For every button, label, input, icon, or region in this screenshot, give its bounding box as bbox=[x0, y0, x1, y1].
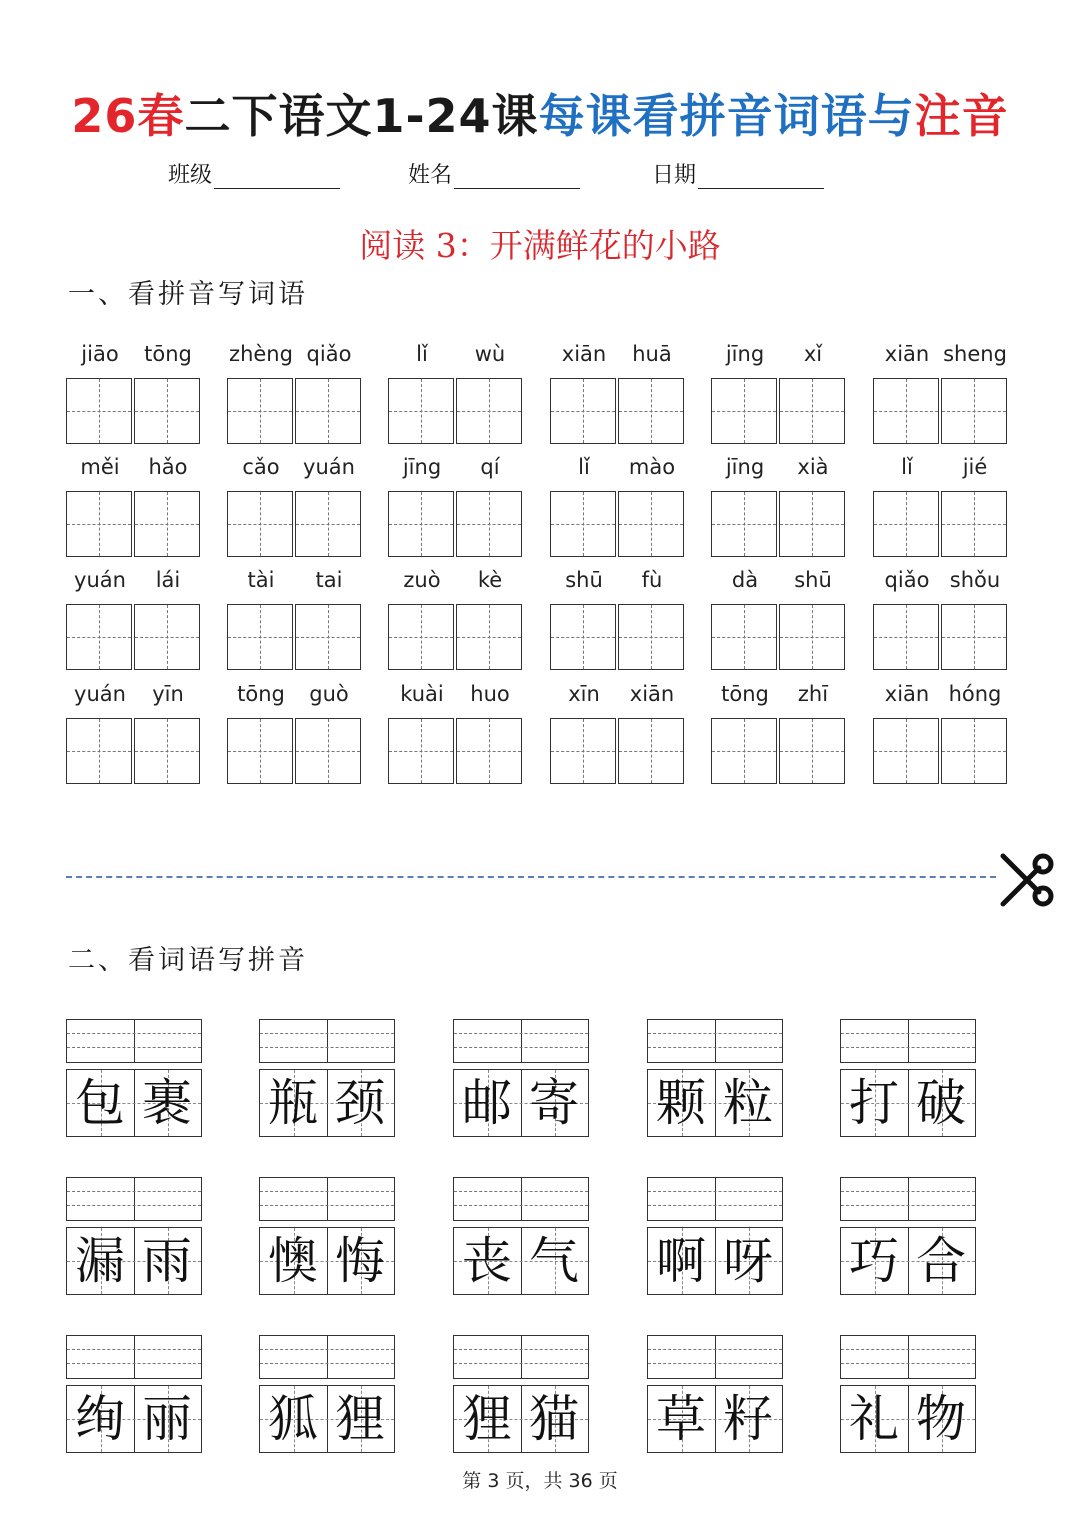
pinyin-syllable: dà bbox=[731, 568, 759, 592]
character-writing-box[interactable] bbox=[618, 718, 684, 784]
pinyin-writing-lines[interactable] bbox=[259, 1177, 395, 1221]
vocabulary-character: 粒 bbox=[723, 1074, 773, 1132]
vocabulary-character: 颗 bbox=[656, 1074, 706, 1132]
character-writing-box[interactable] bbox=[873, 378, 939, 444]
character-writing-box[interactable] bbox=[550, 378, 616, 444]
character-writing-box[interactable] bbox=[388, 604, 454, 670]
pinyin-syllable: kè bbox=[477, 568, 503, 592]
pinyin-syllable: lǐ bbox=[578, 455, 590, 479]
word-card bbox=[647, 1335, 783, 1453]
vocabulary-character: 包 bbox=[75, 1074, 125, 1132]
date-field[interactable] bbox=[652, 158, 824, 189]
vocabulary-character: 啊 bbox=[656, 1232, 706, 1290]
pinyin-word-item bbox=[711, 342, 847, 452]
pinyin-writing-lines[interactable] bbox=[647, 1335, 783, 1379]
pinyin-syllable: huā bbox=[632, 342, 672, 366]
pinyin-syllable: lái bbox=[155, 568, 181, 592]
pinyin-syllable: shū bbox=[794, 568, 832, 592]
pinyin-word-item bbox=[227, 568, 363, 678]
section1-heading: 一、看拼音写词语 bbox=[68, 279, 308, 310]
pinyin-syllable: yuán bbox=[303, 455, 355, 479]
pinyin-writing-lines[interactable] bbox=[453, 1177, 589, 1221]
class-label: 班级 bbox=[168, 163, 213, 188]
pinyin-syllable: tōng bbox=[721, 682, 769, 706]
pinyin-syllable: jiāo bbox=[81, 342, 119, 366]
word-card bbox=[453, 1335, 589, 1453]
character-writing-box[interactable] bbox=[941, 718, 1007, 784]
vocabulary-character: 打 bbox=[849, 1074, 899, 1132]
pinyin-syllable: zuò bbox=[403, 568, 441, 592]
pinyin-writing-lines[interactable] bbox=[66, 1335, 202, 1379]
word-card bbox=[259, 1335, 395, 1453]
vocabulary-character: 合 bbox=[916, 1232, 966, 1290]
pinyin-word-item bbox=[66, 455, 202, 565]
pinyin-syllable: mào bbox=[628, 455, 676, 479]
scissors-icon bbox=[993, 848, 1057, 912]
character-writing-box[interactable] bbox=[134, 491, 200, 557]
character-writing-box[interactable] bbox=[873, 604, 939, 670]
character-writing-box[interactable] bbox=[66, 491, 132, 557]
character-writing-box[interactable] bbox=[295, 718, 361, 784]
word-card bbox=[66, 1019, 202, 1137]
pinyin-word-item bbox=[227, 342, 363, 452]
vocabulary-character: 瓶 bbox=[268, 1074, 318, 1132]
pinyin-word-item bbox=[66, 568, 202, 678]
character-writing-box[interactable] bbox=[550, 604, 616, 670]
character-writing-box[interactable] bbox=[66, 604, 132, 670]
pinyin-word-item bbox=[388, 682, 524, 792]
character-display-boxes bbox=[66, 1069, 202, 1137]
vocabulary-character: 裹 bbox=[142, 1074, 192, 1132]
pinyin-syllable: jié bbox=[962, 455, 988, 479]
character-writing-box[interactable] bbox=[941, 604, 1007, 670]
pinyin-word-item bbox=[873, 682, 1009, 792]
vocabulary-character: 悔 bbox=[335, 1232, 385, 1290]
pinyin-syllable: qiǎo bbox=[306, 342, 352, 366]
pinyin-word-item bbox=[227, 682, 363, 792]
character-writing-box[interactable] bbox=[618, 378, 684, 444]
character-writing-box[interactable] bbox=[295, 378, 361, 444]
pinyin-syllable: lǐ bbox=[901, 455, 913, 479]
pinyin-syllable: xīn bbox=[568, 682, 600, 706]
character-writing-box[interactable] bbox=[779, 491, 845, 557]
pinyin-syllable: fù bbox=[641, 568, 663, 592]
vocabulary-character: 籽 bbox=[723, 1390, 773, 1448]
pinyin-syllable: wù bbox=[474, 342, 506, 366]
vocabulary-character: 破 bbox=[916, 1074, 966, 1132]
character-writing-box[interactable] bbox=[711, 718, 777, 784]
character-display-boxes bbox=[647, 1385, 783, 1453]
pinyin-syllable: yīn bbox=[152, 682, 184, 706]
pinyin-syllable: xiān bbox=[561, 342, 607, 366]
character-writing-box[interactable] bbox=[550, 718, 616, 784]
character-writing-box[interactable] bbox=[779, 718, 845, 784]
pinyin-word-item bbox=[388, 455, 524, 565]
name-blank[interactable] bbox=[454, 166, 580, 189]
pinyin-syllable: tōng bbox=[237, 682, 285, 706]
pinyin-syllable: yuán bbox=[74, 682, 126, 706]
pinyin-syllable: xiān bbox=[629, 682, 675, 706]
character-writing-box[interactable] bbox=[941, 378, 1007, 444]
word-card bbox=[647, 1019, 783, 1137]
pinyin-writing-lines[interactable] bbox=[259, 1019, 395, 1063]
title-part-course: 二下语文1-24课 bbox=[184, 89, 539, 143]
pinyin-syllable: lǐ bbox=[416, 342, 428, 366]
vocabulary-character: 绚 bbox=[75, 1390, 125, 1448]
character-display-boxes bbox=[66, 1385, 202, 1453]
page-footer: 第 3 页，共 36 页 bbox=[462, 1470, 618, 1492]
pinyin-word-item bbox=[66, 342, 202, 452]
pinyin-syllable: měi bbox=[80, 455, 120, 479]
character-writing-box[interactable] bbox=[227, 491, 293, 557]
vocabulary-character: 丧 bbox=[462, 1232, 512, 1290]
pinyin-word-item bbox=[66, 682, 202, 792]
vocabulary-character: 草 bbox=[656, 1390, 706, 1448]
character-writing-box[interactable] bbox=[227, 718, 293, 784]
date-label: 日期 bbox=[652, 163, 697, 188]
pinyin-syllable: qiǎo bbox=[884, 568, 930, 592]
pinyin-syllable: shū bbox=[565, 568, 603, 592]
pinyin-word-item bbox=[873, 455, 1009, 565]
pinyin-syllable: xià bbox=[797, 455, 829, 479]
character-writing-box[interactable] bbox=[618, 604, 684, 670]
character-writing-box[interactable] bbox=[456, 718, 522, 784]
cut-line bbox=[66, 876, 996, 878]
class-field[interactable] bbox=[168, 158, 340, 189]
character-display-boxes bbox=[453, 1385, 589, 1453]
pinyin-writing-lines[interactable] bbox=[647, 1019, 783, 1063]
pinyin-writing-lines[interactable] bbox=[66, 1019, 202, 1063]
pinyin-syllable: yuán bbox=[74, 568, 126, 592]
vocabulary-character: 丽 bbox=[142, 1390, 192, 1448]
character-writing-box[interactable] bbox=[227, 604, 293, 670]
character-writing-box[interactable] bbox=[456, 604, 522, 670]
title-part-exercise: 每课看拼音词语与 bbox=[538, 89, 915, 143]
character-writing-box[interactable] bbox=[456, 378, 522, 444]
pinyin-syllable: hǎo bbox=[148, 455, 188, 479]
word-card bbox=[840, 1019, 976, 1137]
pinyin-syllable: tai bbox=[315, 568, 343, 592]
pinyin-syllable: zhèng bbox=[229, 342, 293, 366]
pinyin-syllable: qí bbox=[480, 455, 500, 479]
pinyin-syllable: tōng bbox=[144, 342, 192, 366]
character-display-boxes bbox=[259, 1069, 395, 1137]
vocabulary-character: 颈 bbox=[335, 1074, 385, 1132]
pinyin-writing-lines[interactable] bbox=[453, 1019, 589, 1063]
vocabulary-character: 巧 bbox=[849, 1232, 899, 1290]
vocabulary-character: 呀 bbox=[723, 1232, 773, 1290]
pinyin-word-item bbox=[550, 682, 686, 792]
pinyin-syllable: cǎo bbox=[242, 455, 280, 479]
pinyin-word-item bbox=[711, 455, 847, 565]
character-writing-box[interactable] bbox=[711, 604, 777, 670]
pinyin-word-item bbox=[550, 455, 686, 565]
character-writing-box[interactable] bbox=[941, 491, 1007, 557]
vocabulary-character: 狐 bbox=[268, 1390, 318, 1448]
character-writing-box[interactable] bbox=[66, 378, 132, 444]
page-title bbox=[0, 80, 1080, 146]
pinyin-writing-lines[interactable] bbox=[453, 1335, 589, 1379]
vocabulary-character: 漏 bbox=[75, 1232, 125, 1290]
character-display-boxes bbox=[840, 1227, 976, 1295]
character-writing-box[interactable] bbox=[618, 491, 684, 557]
pinyin-syllable: shǒu bbox=[949, 568, 1001, 592]
character-writing-box[interactable] bbox=[134, 718, 200, 784]
pinyin-word-item bbox=[550, 568, 686, 678]
pinyin-syllable: jīng bbox=[725, 342, 765, 366]
character-writing-box[interactable] bbox=[456, 491, 522, 557]
character-writing-box[interactable] bbox=[388, 378, 454, 444]
character-display-boxes bbox=[453, 1069, 589, 1137]
pinyin-word-item bbox=[711, 682, 847, 792]
word-card bbox=[66, 1335, 202, 1453]
character-writing-box[interactable] bbox=[388, 491, 454, 557]
pinyin-syllable: xiān bbox=[884, 682, 930, 706]
word-card bbox=[259, 1177, 395, 1295]
vocabulary-character: 寄 bbox=[529, 1074, 579, 1132]
character-writing-box[interactable] bbox=[873, 491, 939, 557]
character-writing-box[interactable] bbox=[873, 718, 939, 784]
pinyin-syllable: tài bbox=[247, 568, 275, 592]
character-writing-box[interactable] bbox=[295, 491, 361, 557]
character-writing-box[interactable] bbox=[134, 378, 200, 444]
pinyin-syllable: xiān bbox=[884, 342, 930, 366]
pinyin-syllable: zhī bbox=[797, 682, 829, 706]
word-card bbox=[259, 1019, 395, 1137]
pinyin-syllable: xǐ bbox=[803, 342, 823, 366]
character-writing-box[interactable] bbox=[227, 378, 293, 444]
pinyin-writing-lines[interactable] bbox=[840, 1335, 976, 1379]
word-card bbox=[840, 1335, 976, 1453]
vocabulary-character: 邮 bbox=[462, 1074, 512, 1132]
vocabulary-character: 懊 bbox=[268, 1232, 318, 1290]
character-display-boxes bbox=[840, 1069, 976, 1137]
pinyin-syllable: kuài bbox=[400, 682, 444, 706]
character-display-boxes bbox=[647, 1227, 783, 1295]
character-display-boxes bbox=[840, 1385, 976, 1453]
word-card bbox=[453, 1177, 589, 1295]
pinyin-syllable: sheng bbox=[943, 342, 1007, 366]
date-blank[interactable] bbox=[698, 166, 824, 189]
word-card bbox=[453, 1019, 589, 1137]
pinyin-word-item bbox=[873, 342, 1009, 452]
pinyin-word-item bbox=[550, 342, 686, 452]
pinyin-writing-lines[interactable] bbox=[840, 1177, 976, 1221]
name-field[interactable] bbox=[408, 158, 580, 189]
character-display-boxes bbox=[647, 1069, 783, 1137]
pinyin-syllable: jīng bbox=[402, 455, 442, 479]
class-blank[interactable] bbox=[214, 166, 340, 189]
lesson-subtitle: 阅读 3：开满鲜花的小路 bbox=[359, 226, 721, 265]
pinyin-word-item bbox=[873, 568, 1009, 678]
character-writing-box[interactable] bbox=[295, 604, 361, 670]
character-writing-box[interactable] bbox=[779, 378, 845, 444]
pinyin-writing-lines[interactable] bbox=[840, 1019, 976, 1063]
vocabulary-character: 狸 bbox=[335, 1390, 385, 1448]
pinyin-word-item bbox=[711, 568, 847, 678]
pinyin-syllable: jīng bbox=[725, 455, 765, 479]
vocabulary-character: 雨 bbox=[142, 1232, 192, 1290]
character-writing-box[interactable] bbox=[779, 604, 845, 670]
character-writing-box[interactable] bbox=[711, 491, 777, 557]
character-display-boxes bbox=[453, 1227, 589, 1295]
character-writing-box[interactable] bbox=[134, 604, 200, 670]
word-card bbox=[647, 1177, 783, 1295]
character-writing-box[interactable] bbox=[550, 491, 616, 557]
pinyin-writing-lines[interactable] bbox=[66, 1177, 202, 1221]
character-writing-box[interactable] bbox=[66, 718, 132, 784]
vocabulary-character: 猫 bbox=[529, 1390, 579, 1448]
character-display-boxes bbox=[259, 1385, 395, 1453]
vocabulary-character: 物 bbox=[916, 1390, 966, 1448]
title-part-annotate: 注音 bbox=[914, 89, 1009, 143]
name-label: 姓名 bbox=[408, 163, 453, 188]
pinyin-syllable: huo bbox=[470, 682, 510, 706]
pinyin-syllable: guò bbox=[309, 682, 349, 706]
section2-heading: 二、看词语写拼音 bbox=[68, 945, 308, 976]
student-info-row bbox=[0, 158, 1080, 188]
word-card bbox=[66, 1177, 202, 1295]
vocabulary-character: 气 bbox=[529, 1232, 579, 1290]
character-writing-box[interactable] bbox=[388, 718, 454, 784]
vocabulary-character: 狸 bbox=[462, 1390, 512, 1448]
pinyin-writing-lines[interactable] bbox=[647, 1177, 783, 1221]
title-part-term: 26春 bbox=[71, 89, 185, 143]
character-display-boxes bbox=[66, 1227, 202, 1295]
vocabulary-character: 礼 bbox=[849, 1390, 899, 1448]
character-writing-box[interactable] bbox=[711, 378, 777, 444]
character-display-boxes bbox=[259, 1227, 395, 1295]
pinyin-word-item bbox=[227, 455, 363, 565]
word-card bbox=[840, 1177, 976, 1295]
pinyin-word-item bbox=[388, 342, 524, 452]
pinyin-syllable: hóng bbox=[948, 682, 1002, 706]
pinyin-word-item bbox=[388, 568, 524, 678]
pinyin-writing-lines[interactable] bbox=[259, 1335, 395, 1379]
